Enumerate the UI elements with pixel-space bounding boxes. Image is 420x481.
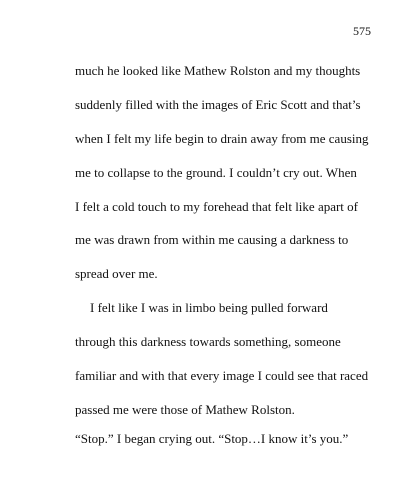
text-line: me to collapse to the ground. I couldn’t cry out. When xyxy=(75,165,357,180)
text-line: suddenly filled with the images of Eric Scott and that’s xyxy=(75,97,361,112)
text-line: I felt like I was in limbo being pulled forward xyxy=(90,300,328,315)
text-line: passed me were those of Mathew Rolston. xyxy=(75,402,295,417)
text-line: familiar and with that every image I could see that raced xyxy=(75,368,369,383)
text-line: through this darkness towards something, someone xyxy=(75,334,341,349)
text-line: “Stop.” I began crying out. “Stop…I know it’s you.” xyxy=(75,431,349,446)
text-line: much he looked like Mathew Rolston and my thoughts xyxy=(75,63,361,78)
text-line: me was drawn from within me causing a darkness to xyxy=(75,232,349,247)
text-line: when I felt my life begin to drain away from me causing xyxy=(75,131,369,146)
text-line: I felt a cold touch to my forehead that felt like apart of xyxy=(75,199,358,214)
page-number: 575 xyxy=(353,24,371,38)
text-line: spread over me. xyxy=(75,266,158,281)
